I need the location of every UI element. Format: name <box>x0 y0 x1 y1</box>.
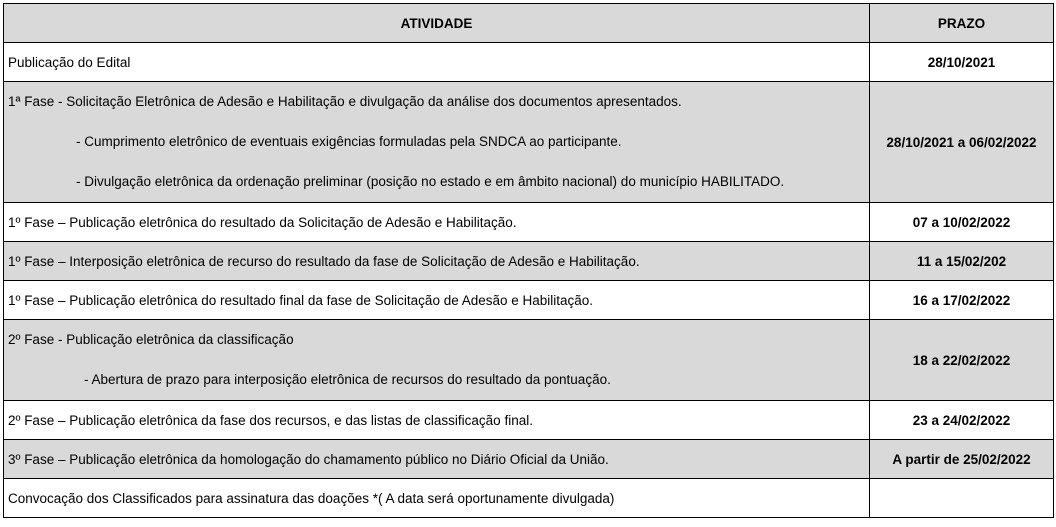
table-row <box>4 320 1054 401</box>
deadline-cell: 23 a 24/02/2022 <box>870 401 1054 440</box>
activity-text: 1º Fase – Publicação eletrônica do resultado final da fase de Solicitação de Adesão e Habilitação. <box>8 292 594 308</box>
table-row <box>4 401 1054 440</box>
column-header-deadline: PRAZO <box>870 4 1054 43</box>
activity-cell <box>4 43 870 82</box>
activity-text: 1ª Fase - Solicitação Eletrônica de Adesão e Habilitação e divulgação da análise dos documentos apresentados. <box>8 94 682 109</box>
activity-text: Publicação do Edital <box>8 54 131 70</box>
activity-cell <box>4 242 870 281</box>
table-row <box>4 43 1054 82</box>
activity-subitem: - Cumprimento eletrônico de eventuais exigências formuladas pela SNDCA ao participante. <box>76 134 622 149</box>
activity-text: 2º Fase – Publicação eletrônica da fase dos recursos, e das listas de classificação final. <box>8 412 533 428</box>
activity-text: 3º Fase – Publicação eletrônica da homologação do chamamento público no Diário Oficial da União. <box>8 451 609 467</box>
deadline-cell: 11 a 15/02/202 <box>870 242 1054 281</box>
activity-cell <box>4 320 870 401</box>
activity-cell <box>4 203 870 242</box>
table-row <box>4 479 1054 518</box>
deadline-cell: 28/10/2021 <box>870 43 1054 82</box>
table-header-row <box>4 4 1054 43</box>
activity-cell <box>4 82 870 203</box>
table-row <box>4 203 1054 242</box>
activity-subitem: - Abertura de prazo para interposição eletrônica de recursos do resultado da pontuação. <box>84 372 611 387</box>
activity-subitem: - Divulgação eletrônica da ordenação preliminar (posição no estado e em âmbito nacional) do município HABILITADO. <box>76 174 785 189</box>
table-row <box>4 440 1054 479</box>
table-row <box>4 242 1054 281</box>
activity-cell <box>4 281 870 320</box>
activity-text: 1º Fase – Publicação eletrônica do resultado da Solicitação de Adesão e Habilitação. <box>8 214 517 230</box>
deadline-cell: A partir de 25/02/2022 <box>870 440 1054 479</box>
activity-text: Convocação dos Classificados para assinatura das doações *( A data será oportunamente divulgada) <box>8 490 615 506</box>
activity-text: 2º Fase - Publicação eletrônica da classificação <box>8 332 294 347</box>
column-header-activity: ATIVIDADE <box>4 4 870 43</box>
deadline-cell <box>870 479 1054 518</box>
deadline-cell: 28/10/2021 a 06/02/2022 <box>870 82 1054 203</box>
schedule-table <box>3 3 1054 518</box>
table-row <box>4 281 1054 320</box>
activity-cell <box>4 440 870 479</box>
deadline-cell: 18 a 22/02/2022 <box>870 320 1054 401</box>
deadline-cell: 07 a 10/02/2022 <box>870 203 1054 242</box>
activity-cell <box>4 479 870 518</box>
deadline-cell: 16 a 17/02/2022 <box>870 281 1054 320</box>
activity-cell <box>4 401 870 440</box>
activity-text: 1º Fase – Interposição eletrônica de recurso do resultado da fase de Solicitação de Adesão e Habilitação. <box>8 253 640 269</box>
table-row <box>4 82 1054 203</box>
